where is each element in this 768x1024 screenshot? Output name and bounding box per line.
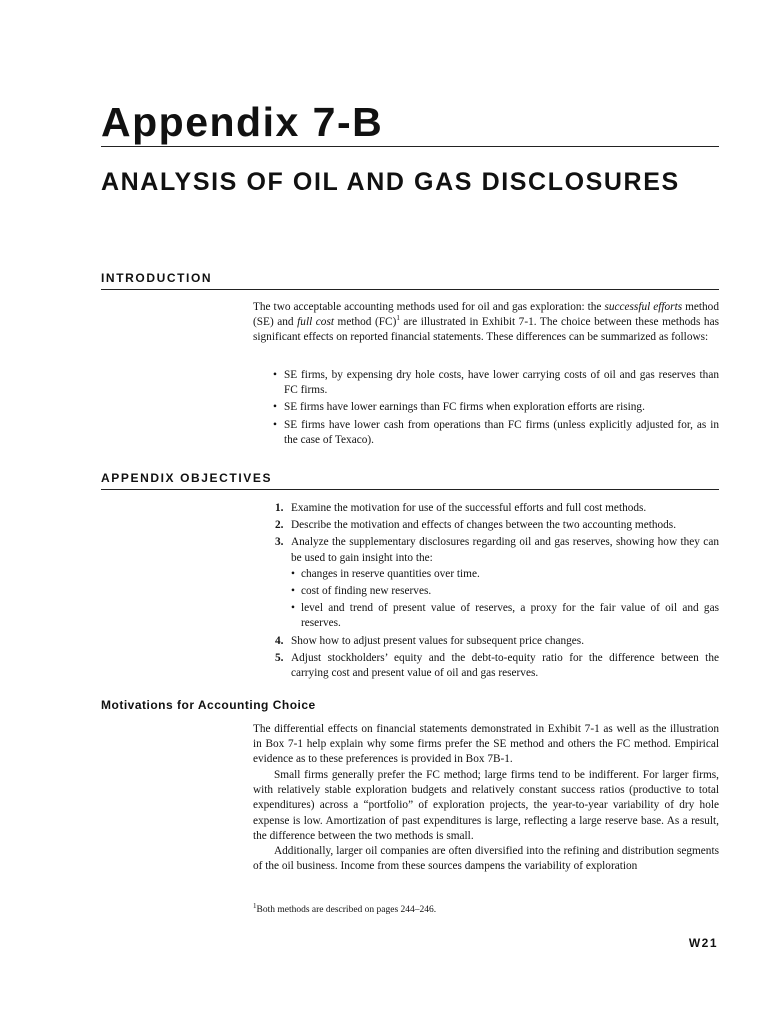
objective-item: 5. Adjust stockholders’ equity and the debt-to-equity ratio for the difference between the carrying cost and present value of oil and gas reserves. <box>275 651 719 680</box>
objective-item: 4. Show how to adjust present values for subsequent price changes. <box>275 634 719 649</box>
bullet-icon: • <box>291 567 295 580</box>
intro-text-b: method (SE) and <box>253 301 719 329</box>
motivations-paragraph-3: Additionally, larger oil companies are often diversified into the refining and distribution segments of the oil business. Income from these sources dampens the variability of exploration <box>253 845 719 873</box>
list-item: • SE firms have lower cash from operations than FC firms (unless explicitly adjusted for, as in the case of Texaco). <box>273 418 719 446</box>
motivations-heading: Motivations for Accounting Choice <box>101 698 316 712</box>
motivations-paragraph-1: The differential effects on financial statements demonstrated in Exhibit 7-1 as well as the illustration in Box 7-1 help explain why some firms prefer the SE method and others the FC method. Empirical evidence as to these preferences is provided in Box 7B-1. <box>253 723 719 766</box>
footnote <box>253 901 437 917</box>
bullet-icon: • <box>273 369 277 381</box>
bullet-icon: • <box>291 602 295 615</box>
intro-text-d: are illustrated in Exhibit 7-1. The choice between these methods has significant effects on reported financial statements. These differences can be summarized as follows: <box>253 316 719 344</box>
list-item: • cost of finding new reserves. <box>291 584 719 599</box>
intro-text-a: The two acceptable accounting methods used for oil and gas exploration: the <box>253 301 605 313</box>
footnote-text: Both methods are described on pages 244–246. <box>256 905 437 915</box>
footnote-marker: 1 <box>253 901 257 910</box>
title-rule <box>101 146 719 147</box>
bullet-icon: • <box>273 418 277 431</box>
objective-item: 3. Analyze the supplementary disclosures regarding oil and gas reserves, showing how they can be used to gain insight into the: • changes in reserve quantities over time. • cost of finding new reserves. • level and trend of present value of reserves, a proxy for the fair value of oil and gas reserves. <box>275 535 719 631</box>
introduction-heading: INTRODUCTION <box>101 271 213 285</box>
objective-item: 1. Examine the motivation for use of the successful efforts and full cost methods. <box>275 501 719 516</box>
list-item: • SE firms have lower earnings than FC firms when exploration efforts are rising. <box>273 400 719 415</box>
differences-list <box>273 368 719 450</box>
introduction-paragraph <box>253 300 719 346</box>
page-number: W21 <box>688 936 718 950</box>
list-item: • SE firms, by expensing dry hole costs, have lower carrying costs of oil and gas reserves than FC firms. <box>273 369 719 397</box>
motivations-paragraph-2: Small firms generally prefer the FC method; large firms tend to be indifferent. For larger firms, with relatively stable exploration budgets and relatively constant success ratios (productive to total expenditures) across a “portfolio” of exploration projects, the year-to-year variability of dry hole expense is low. Amortization of past expenditures is large, reflecting a large reserve base. As a result, the difference between the two methods is small. <box>253 769 719 842</box>
bullet-icon: • <box>273 401 277 414</box>
intro-em-successful-efforts: successful efforts <box>604 301 683 313</box>
objective-number: 2. <box>275 519 284 532</box>
appendix-subtitle: ANALYSIS OF OIL AND GAS DISCLOSURES <box>101 168 680 196</box>
objective-number: 4. <box>275 634 284 647</box>
objectives-rule <box>101 489 719 490</box>
bullet-icon: • <box>291 585 295 598</box>
objective-sub-list <box>291 567 719 632</box>
list-item: • level and trend of present value of reserves, a proxy for the fair value of oil and gas reserves. <box>291 602 719 630</box>
list-item: • changes in reserve quantities over time. <box>291 567 719 582</box>
footnote-reference: 1 <box>396 314 400 323</box>
objective-number: 5. <box>275 651 284 664</box>
intro-text-c: method (FC) <box>333 316 397 329</box>
objective-item: 2. Describe the motivation and effects of changes between the two accounting methods. <box>275 518 719 533</box>
objectives-heading: APPENDIX OBJECTIVES <box>101 471 273 485</box>
introduction-rule <box>101 289 719 290</box>
appendix-title: Appendix 7-B <box>101 99 384 145</box>
objective-number: 1. <box>275 502 284 514</box>
objectives-list <box>275 501 719 683</box>
objective-number: 3. <box>275 536 284 549</box>
intro-em-full-cost: full cost <box>297 316 334 329</box>
